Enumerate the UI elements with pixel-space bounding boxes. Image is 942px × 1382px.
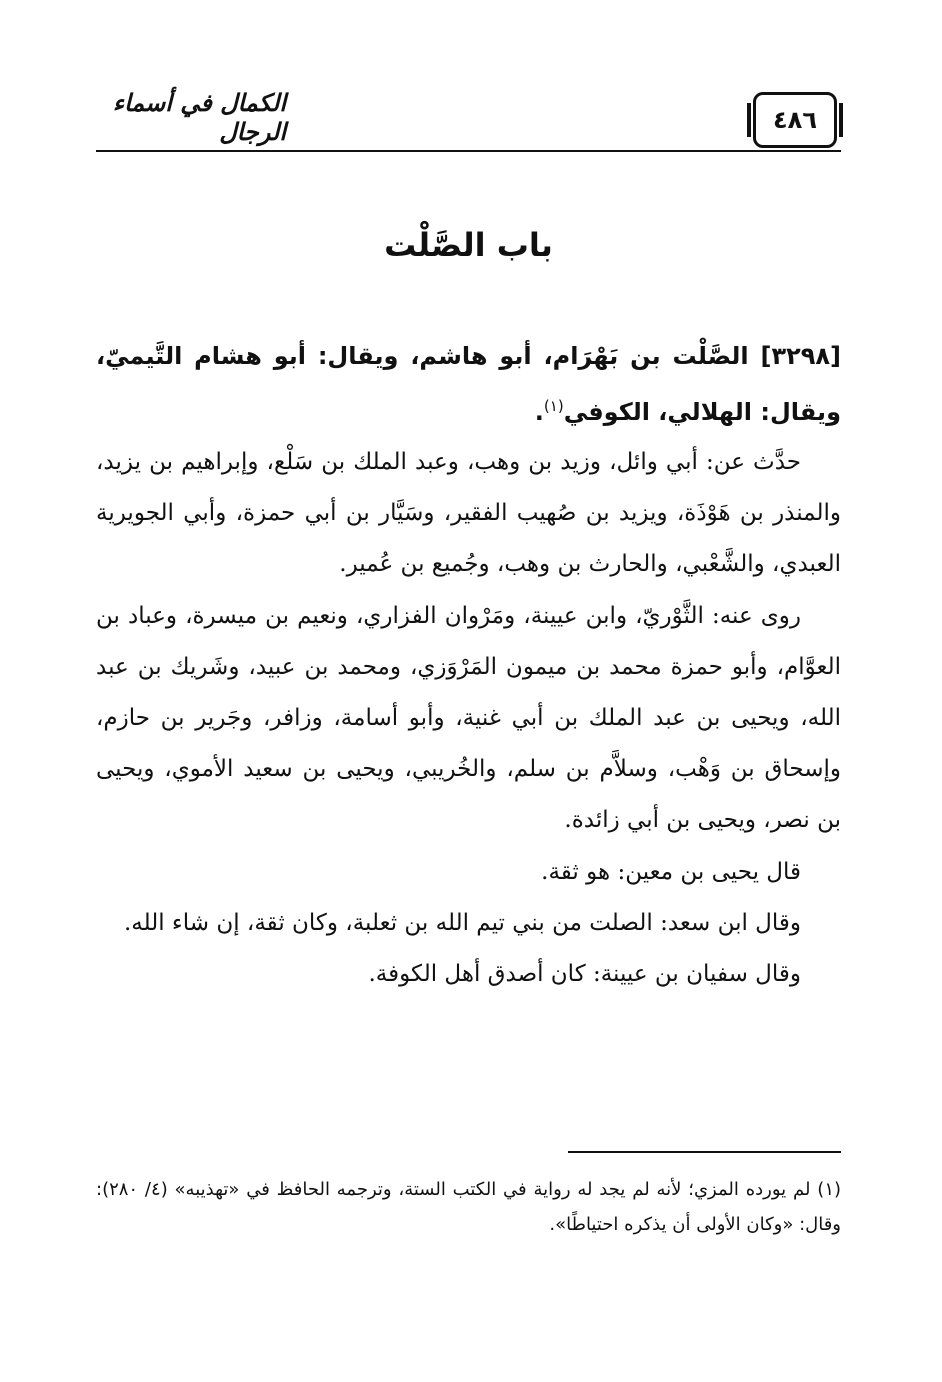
paragraph-narrators: روى عنه: الثَّوْريّ، وابن عيينة، ومَرْوان الفزاري، ونعيم بن ميسرة، وعباد بن العوَّام، وأبو حمزة محمد بن ميمون المَرْوَزي، ومحمد بن عبيد، وشَريك بن عبد الله، ويحيى بن عبد الملك بن أبي غنية، وأبو أسامة، وزافر، وجَرير بن حازم، وإسحاق بن وَهْب، وسلاَّم بن سلم، والخُريبي، ويحيى بن سعيد الأموي، ويحيى بن نصر، ويحيى بن أبي زائدة. — [96, 602, 841, 834]
paragraph-ibn-uyaynah: وقال سفيان بن عيينة: كان أصدق أهل الكوفة. — [368, 961, 801, 988]
footnotes — [96, 1172, 841, 1242]
entry-heading-text: [٣٢٩٨] الصَّلْت بن بَهْرَام، أبو هاشم، ويقال: أبو هشام التَّيميّ، ويقال: الهلالي، الكوفي — [96, 342, 841, 426]
running-book-title: الكمال في أسماء الرجال — [112, 88, 286, 146]
footnote-marker: (١) — [543, 397, 564, 415]
chapter-title: باب الصَّلْت — [384, 226, 553, 264]
paragraph-ibn-saad: وقال ابن سعد: الصلت من بني تيم الله بن ثعلبة، وكان ثقة، إن شاء الله. — [123, 909, 801, 936]
main-text — [96, 215, 841, 1000]
entry-heading-end: . — [534, 398, 544, 426]
page-header — [96, 86, 841, 156]
footnote-item: (١) لم يورده المزي؛ لأنه لم يجد له رواية في الكتب الستة، وترجمه الحافظ في «تهذيبه» (٤/ ٢٨٠): وقال: «وكان الأولى أن يذكره احتياطًا». — [96, 1179, 842, 1235]
header-divider — [96, 150, 841, 152]
footnote-divider — [568, 1151, 841, 1153]
page-number: ٤٨٦ — [753, 92, 837, 148]
entry-heading — [96, 331, 841, 437]
paragraph-ibn-maeen: قال يحيى بن معين: هو ثقة. — [541, 858, 801, 885]
paragraph-narrated-from: حدَّث عن: أبي وائل، وزيد بن وهب، وعبد الملك بن سَلْع، وإبراهيم بن يزيد، والمنذر بن هَوْذَة، ويزيد بن صُهيب الفقير، وسَيَّار بن أبي حمزة، وأبي الجويرية العبدي، والشَّعْبي، والحارث بن وهب، وجُميع بن عُمير. — [96, 449, 841, 578]
